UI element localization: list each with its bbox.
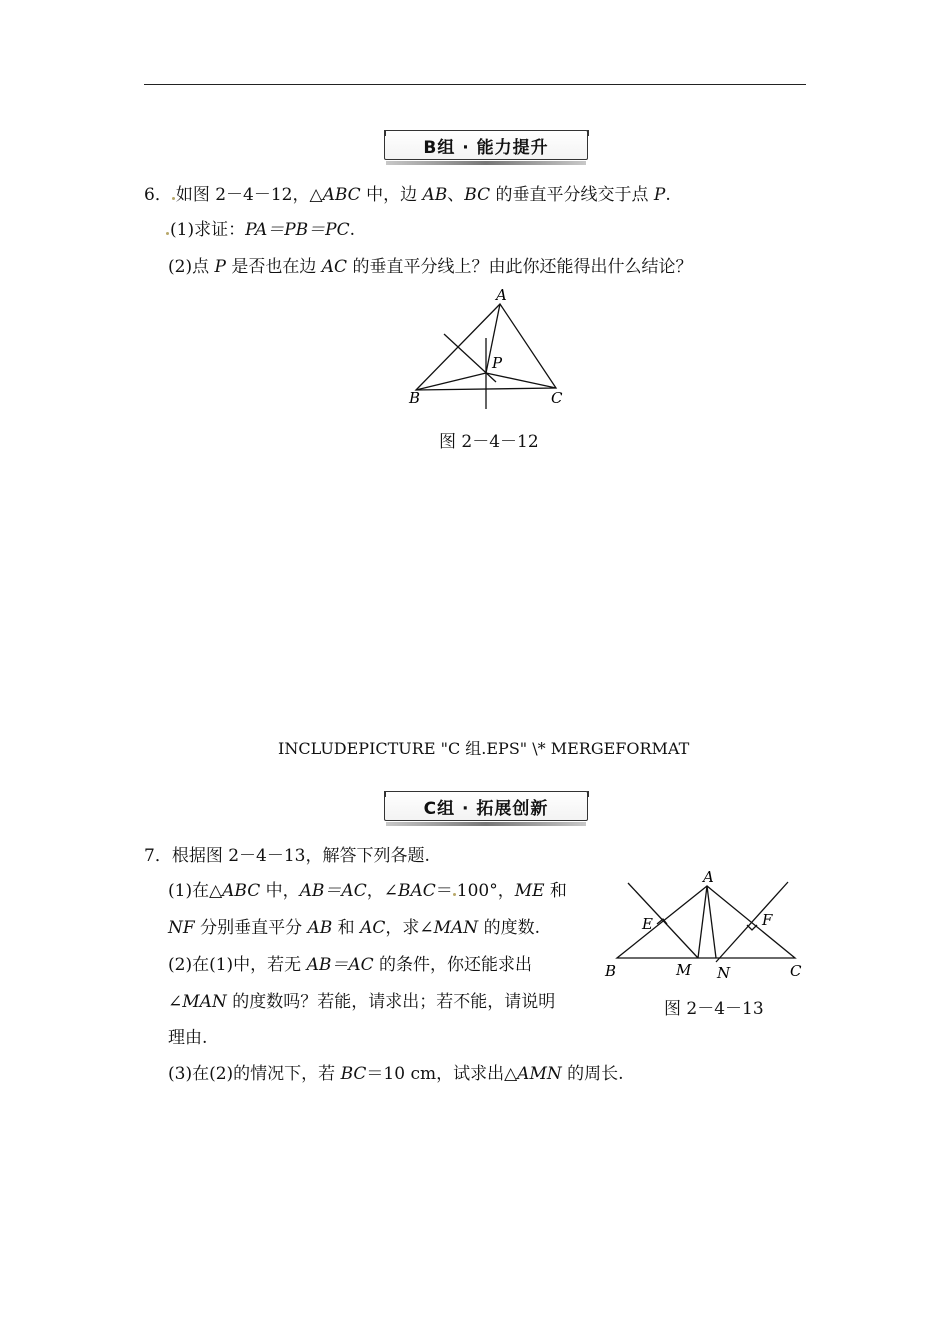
- nf-perpendicular-bisector: [716, 882, 788, 962]
- me-perpendicular-bisector: [628, 883, 698, 958]
- section-c-banner: [384, 791, 588, 821]
- q6-part2: (2)点 P 是否也在边 AC 的垂直平分线上？由此你还能得出什么结论？: [168, 257, 693, 277]
- q7-part3: (3)在(2)的情况下，若 BC＝10 cm，试求出△AMN 的周长.: [168, 1064, 624, 1084]
- label-a: A: [703, 868, 714, 886]
- label-m: M: [676, 961, 692, 979]
- label-c: C: [790, 962, 802, 980]
- q7-part2-line3: 理由.: [168, 1028, 208, 1048]
- field-code-text: INCLUDEPICTURE "C 组.EPS" \* MERGEFORMAT: [278, 739, 690, 758]
- figure-2-4-12-caption: 图 2－4－12: [439, 432, 539, 452]
- segment-an: [707, 886, 716, 958]
- label-a: A: [496, 286, 507, 304]
- ab-perpendicular-bisector: [444, 334, 496, 382]
- figure-2-4-12: [400, 284, 570, 414]
- header-rule: [144, 84, 806, 85]
- section-b-title: B组 · 能力提升: [423, 137, 549, 158]
- label-b: B: [605, 962, 617, 980]
- q7-part2-line2: ∠MAN 的度数吗？若能，请求出；若不能，请说明: [168, 992, 556, 1012]
- q6-part1: (1)求证：PA＝PB＝PC.: [166, 219, 355, 241]
- section-b-banner: [384, 130, 588, 160]
- segment-pb: [416, 373, 486, 390]
- right-angle-mark-f: [747, 925, 757, 930]
- segment-pc: [486, 373, 556, 388]
- label-f: F: [762, 911, 773, 929]
- q7-part2-line1: (2)在(1)中，若无 AB＝AC 的条件，你还能求出: [168, 955, 533, 975]
- q6-stem: 6． 如图 2－4－12，△ABC 中，边 AB、BC 的垂直平分线交于点 P.: [144, 185, 671, 205]
- label-p: P: [492, 354, 503, 372]
- q7-stem: 7．根据图 2－4－13，解答下列各题.: [144, 846, 430, 866]
- label-e: E: [642, 915, 653, 933]
- figure-2-4-13: [600, 866, 810, 986]
- label-c: C: [551, 389, 563, 407]
- label-n: N: [717, 964, 731, 982]
- label-b: B: [409, 389, 421, 407]
- q7-part1-line1: (1)在△ABC 中，AB＝AC，∠BAC＝ 100°，ME 和: [168, 881, 567, 901]
- section-c-title: C组 · 拓展创新: [423, 798, 549, 819]
- q7-part1-line2: NF 分别垂直平分 AB 和 AC，求∠MAN 的度数.: [168, 918, 540, 938]
- figure-2-4-13-caption: 图 2－4－13: [664, 999, 764, 1019]
- segment-am: [698, 886, 707, 958]
